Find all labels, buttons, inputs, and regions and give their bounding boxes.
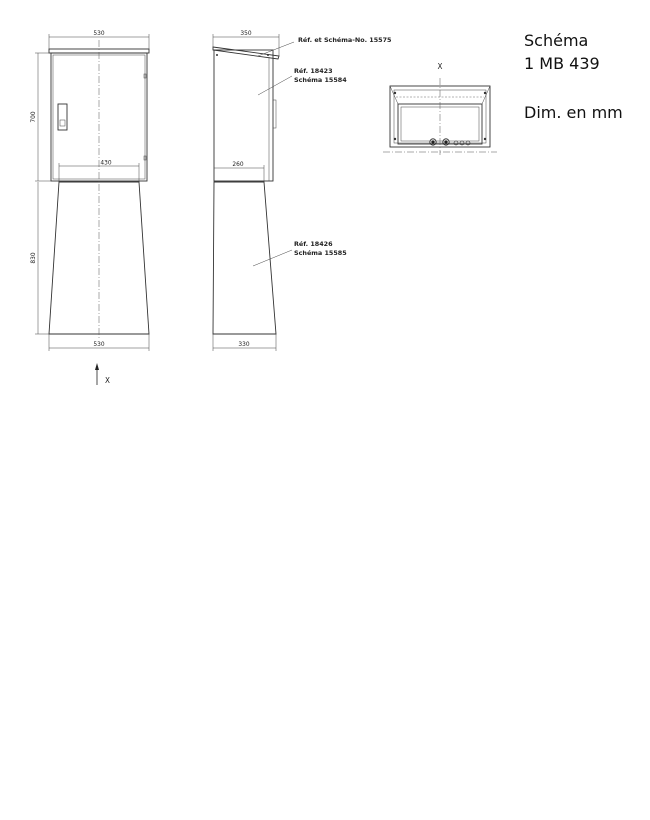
- side-pedestal: [213, 182, 276, 334]
- view-x-label: X: [437, 62, 443, 71]
- dim-label-cabinet-height: 700: [29, 111, 37, 123]
- title-line-3: Dim. en mm: [524, 103, 623, 122]
- ref-cabinet-label-1: Réf. 18423: [294, 67, 333, 75]
- side-bolt: [267, 54, 269, 56]
- mount-hole: [394, 92, 396, 94]
- ref-pedestal-label-2: Schéma 15585: [294, 249, 347, 257]
- view-x-marker: X: [105, 376, 110, 385]
- dim-label-side-depth: 350: [240, 29, 252, 37]
- side-bolt: [216, 54, 218, 56]
- mount-hole: [484, 92, 486, 94]
- side-handle: [273, 100, 276, 128]
- ref-top-label: Réf. et Schéma-No. 15575: [298, 36, 392, 44]
- cable-gland-core: [431, 140, 434, 143]
- view-x-arrow-icon: [95, 363, 99, 370]
- leader-ref-top: [258, 42, 294, 56]
- leader-ref-pedestal: [253, 250, 292, 266]
- mount-hole: [484, 138, 486, 140]
- side-view: [213, 29, 391, 351]
- mount-hole: [394, 138, 396, 140]
- cable-gland-core: [444, 140, 447, 143]
- door-lock: [60, 120, 65, 126]
- dim-label-cabinet-width: 530: [93, 29, 105, 37]
- title-block: [524, 31, 623, 122]
- dim-label-side-inner: 260: [232, 160, 244, 168]
- ref-pedestal-label-1: Réf. 18426: [294, 240, 333, 248]
- title-line-2: 1 MB 439: [524, 54, 600, 73]
- ref-cabinet-label-2: Schéma 15584: [294, 76, 347, 84]
- bottom-view-x: [383, 62, 497, 155]
- dim-label-base-width: 530: [93, 340, 105, 348]
- title-line-1: Schéma: [524, 31, 589, 50]
- dim-label-pedestal-height: 830: [29, 252, 37, 264]
- dim-label-side-base: 330: [238, 340, 250, 348]
- leader-ref-cabinet: [258, 76, 292, 95]
- front-view: [29, 29, 149, 385]
- dim-label-inner-width: 430: [100, 158, 112, 167]
